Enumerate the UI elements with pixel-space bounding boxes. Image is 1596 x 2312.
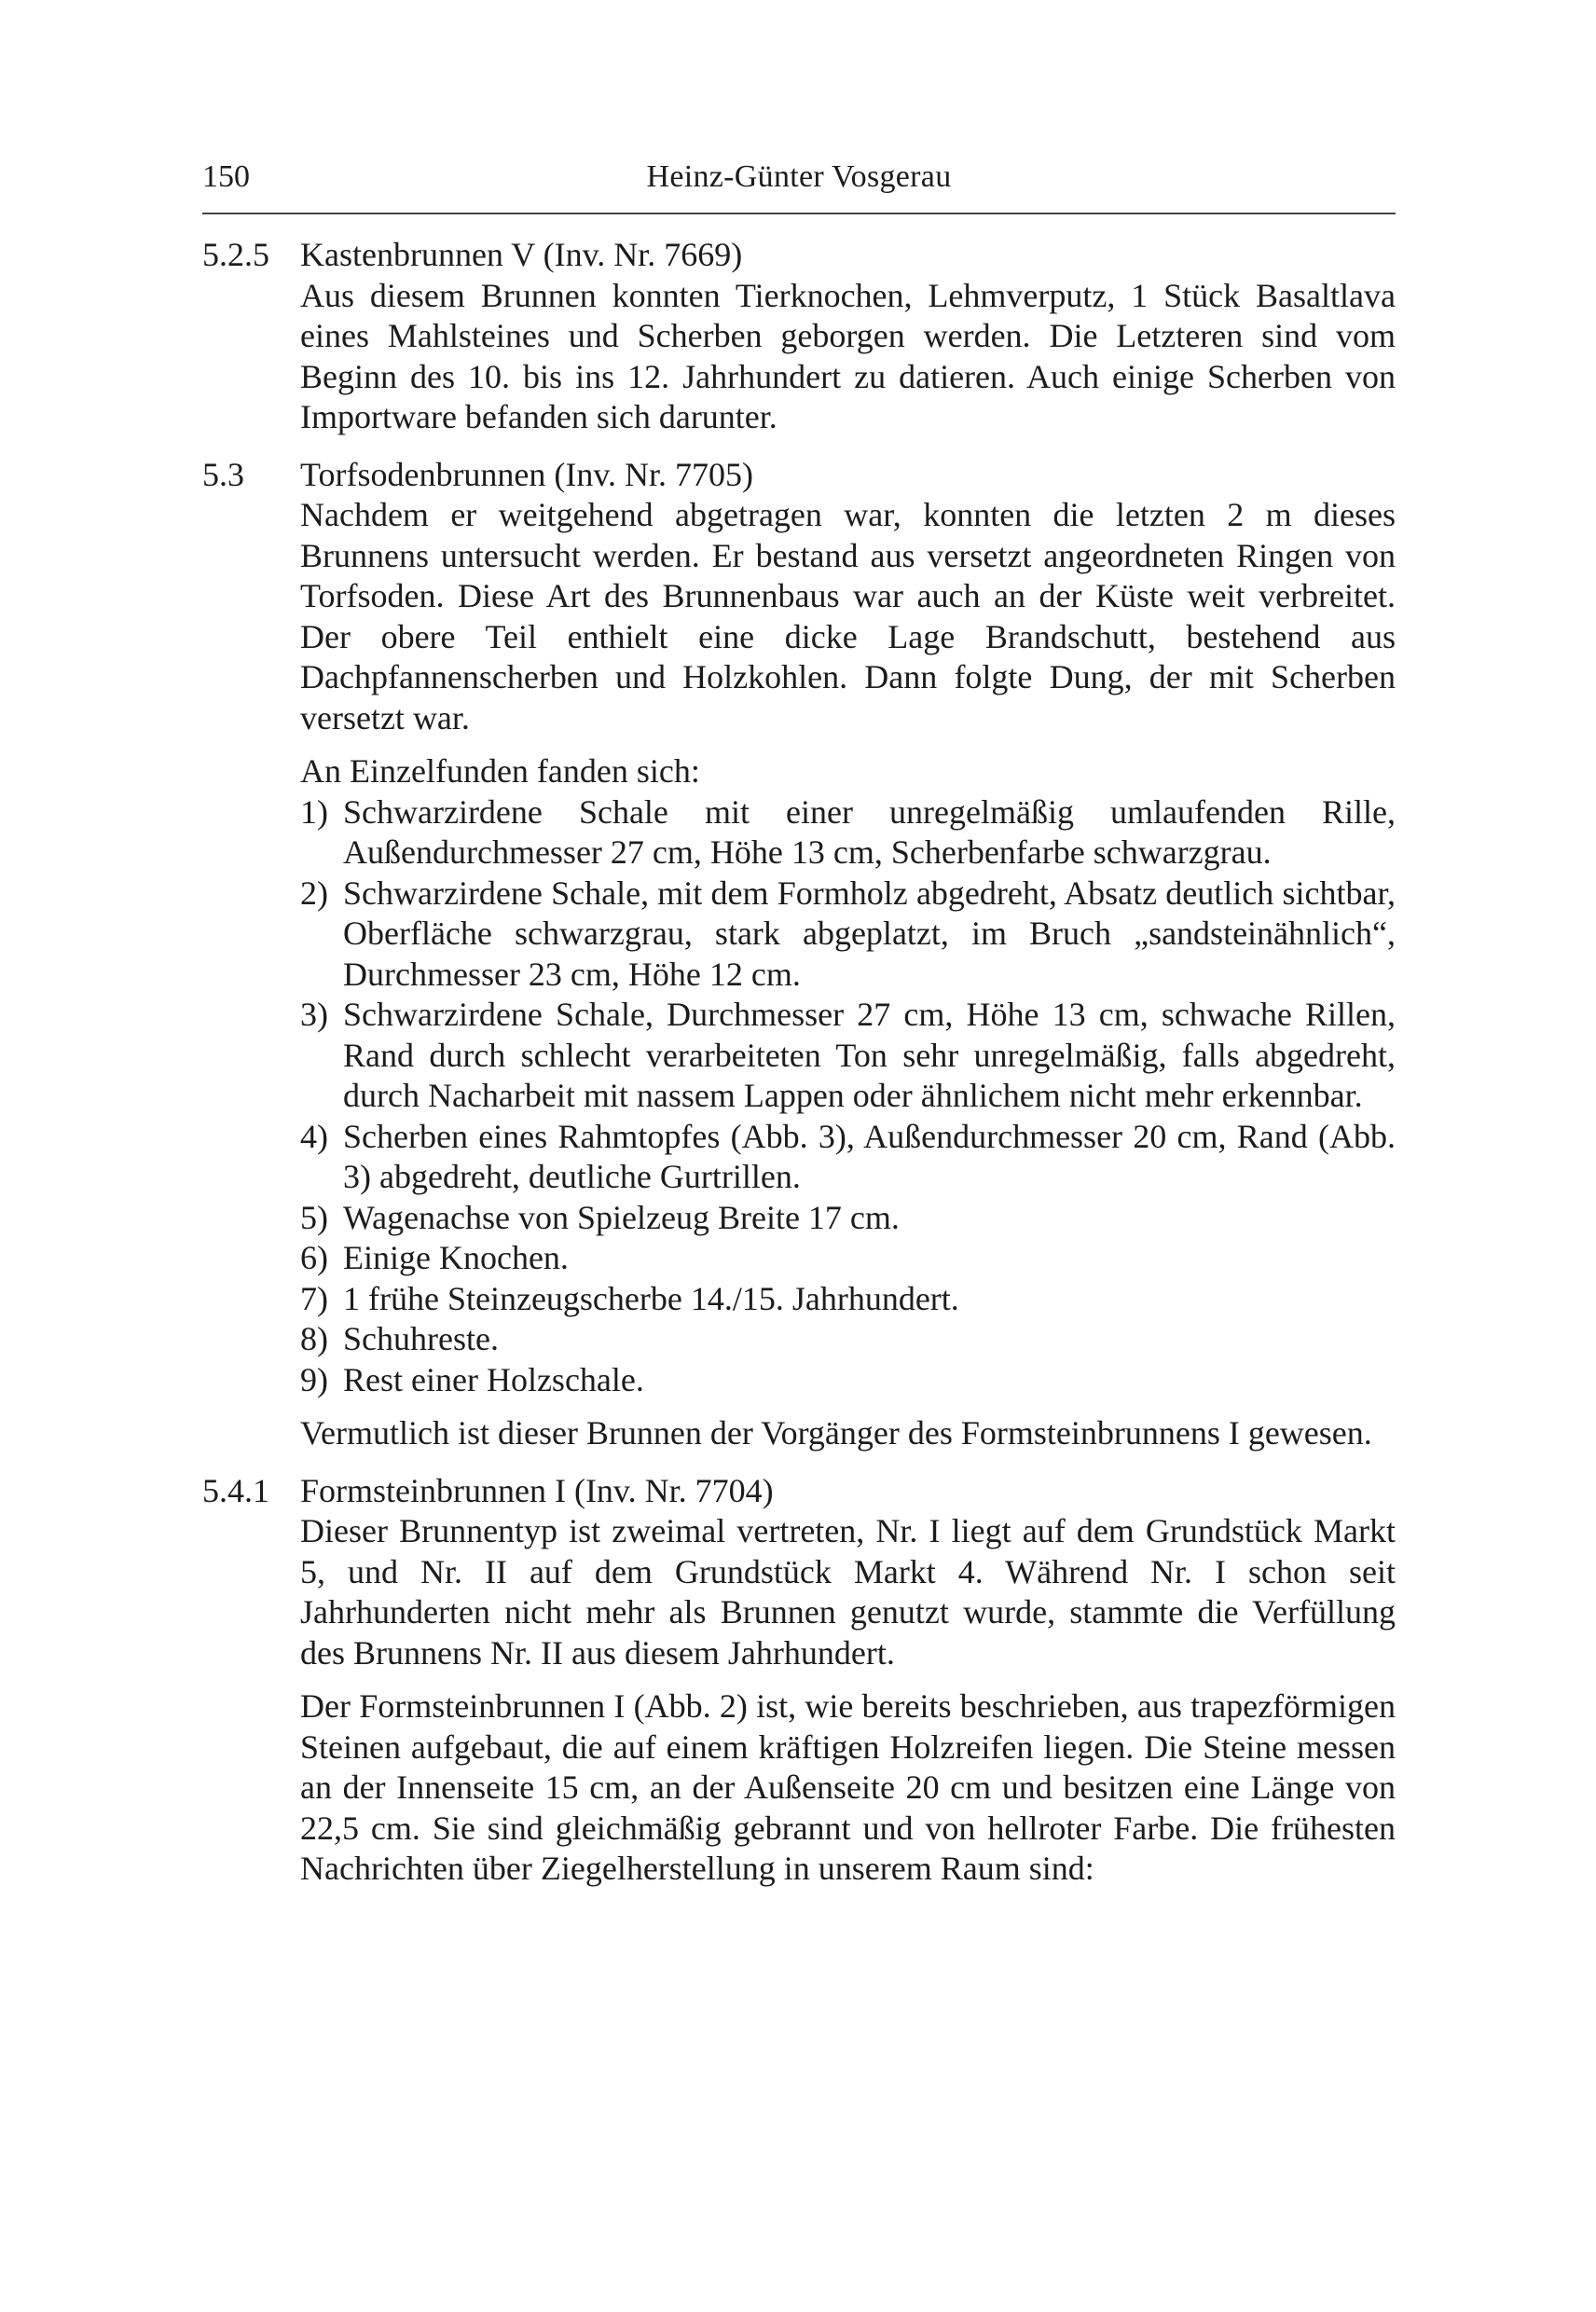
list-item-text: Wagenachse von Spielzeug Breite 17 cm. <box>343 1198 900 1236</box>
finds-intro: An Einzelfunden fanden sich: <box>300 752 700 790</box>
list-item <box>300 1117 1396 1198</box>
closing-paragraph: Vermutlich ist dieser Brunnen der Vorgänger des Formsteinbrunnens I gewesen. <box>300 1414 1372 1452</box>
list-marker: 1) <box>300 792 328 831</box>
paragraph: Dieser Brunnentyp ist zweimal vertreten, Nr. I liegt auf dem Grundstück Markt 5, und Nr. II auf dem Grundstück Markt 4. Während Nr. I schon seit Jahrhunderten nicht mehr als Brunnen genutzt wurde, stammte die Verfüllung des Brunnens Nr. II aus diesem Jahrhundert. <box>300 1512 1396 1672</box>
section-number: 5.3 <box>202 455 244 493</box>
list-item <box>300 1198 1396 1239</box>
list-item <box>300 1360 1396 1401</box>
section-number: 5.4.1 <box>202 1471 269 1509</box>
list-item <box>300 1279 1396 1320</box>
section-5-3 <box>202 455 1396 1454</box>
page-number: 150 <box>202 159 250 194</box>
list-item-text: Schwarzirdene Schale mit einer unregelmäßig umlaufenden Rille, Außendurchmesser 27 cm, Höhe 13 cm, Scherbenfarbe schwarzgrau. <box>343 792 1396 871</box>
section-title: Kastenbrunnen V (Inv. Nr. 7669) <box>300 236 743 273</box>
section-number: 5.2.5 <box>202 236 269 273</box>
list-marker: 6) <box>300 1239 328 1276</box>
section-5-4-1 <box>202 1471 1396 1890</box>
list-marker: 2) <box>300 874 328 912</box>
list-marker: 8) <box>300 1320 328 1357</box>
body-text <box>202 235 1396 1906</box>
section-5-2-5 <box>202 235 1396 438</box>
list-item-text: Einige Knochen. <box>343 1239 569 1276</box>
list-marker: 9) <box>300 1360 328 1398</box>
list-marker: 7) <box>300 1279 328 1317</box>
list-item <box>300 1238 1396 1279</box>
list-item-text: Scherben eines Rahmtopfes (Abb. 3), Außendurchmesser 20 cm, Rand (Abb. 3) abgedreht, deutliche Gurtrillen. <box>343 1117 1396 1195</box>
section-title: Torfsodenbrunnen (Inv. Nr. 7705) <box>300 455 754 493</box>
list-item-text: Schuhreste. <box>343 1320 499 1357</box>
running-head <box>202 154 1396 200</box>
list-marker: 5) <box>300 1198 328 1236</box>
list-item <box>300 1319 1396 1360</box>
header-author: Heinz-Günter Vosgerau <box>646 159 952 194</box>
list-item-text: Rest einer Holzschale. <box>343 1360 644 1398</box>
list-item-text: 1 frühe Steinzeugscherbe 14./15. Jahrhundert. <box>343 1279 959 1317</box>
list-marker: 4) <box>300 1117 328 1155</box>
list-item <box>300 792 1396 874</box>
list-item <box>300 874 1396 996</box>
list-item <box>300 995 1396 1117</box>
paragraph: Der Formsteinbrunnen I (Abb. 2) ist, wie bereits beschrieben, aus trapezförmigen Steinen aufgebaut, die auf einem kräftigen Holzreifen liegen. Die Steine messen an der Innenseite 15 cm, an der Außenseite 20 cm und besitzen eine Länge von 22,5 cm. Sie sind gleichmäßig gebrannt und von hellroter Farbe. Die frühesten Nachrichten über Ziegelherstellung in unserem Raum sind: <box>300 1687 1396 1887</box>
list-item-text: Schwarzirdene Schale, mit dem Formholz abgedreht, Absatz deutlich sichtbar, Oberfläche schwarzgrau, stark abgeplatzt, im Bruch „sandsteinähnlich“, Durchmesser 23 cm, Höhe 12 cm. <box>343 874 1396 993</box>
paragraph: Aus diesem Brunnen konnten Tierknochen, Lehmverputz, 1 Stück Basaltlava eines Mahlsteines und Scherben geborgen werden. Die Letzteren sind vom Beginn des 10. bis ins 12. Jahrhundert zu datieren. Auch einige Scherben von Importware befanden sich darunter. <box>300 276 1396 435</box>
list-marker: 3) <box>300 996 328 1033</box>
header-rule <box>202 213 1396 214</box>
list-item-text: Schwarzirdene Schale, Durchmesser 27 cm, Höhe 13 cm, schwache Rillen, Rand durch schlecht verarbeiteten Ton sehr unregelmäßig, falls abgedreht, durch Nacharbeit mit nassem Lappen oder ähnlichem nicht mehr erkennbar. <box>343 996 1396 1114</box>
section-title: Formsteinbrunnen I (Inv. Nr. 7704) <box>300 1471 774 1509</box>
finds-list <box>300 792 1396 1401</box>
paragraph: Nachdem er weitgehend abgetragen war, konnten die letzten 2 m dieses Brunnens untersucht werden. Er bestand aus versetzt angeordneten Ringen von Torfsoden. Diese Art des Brunnenbaus war auch an der Küste weit verbreitet. Der obere Teil enthielt eine dicke Lage Brandschutt, bestehend aus Dachpfannenscherben und Holzkohlen. Dann folgte Dung, der mit Scherben versetzt war. <box>300 496 1396 736</box>
